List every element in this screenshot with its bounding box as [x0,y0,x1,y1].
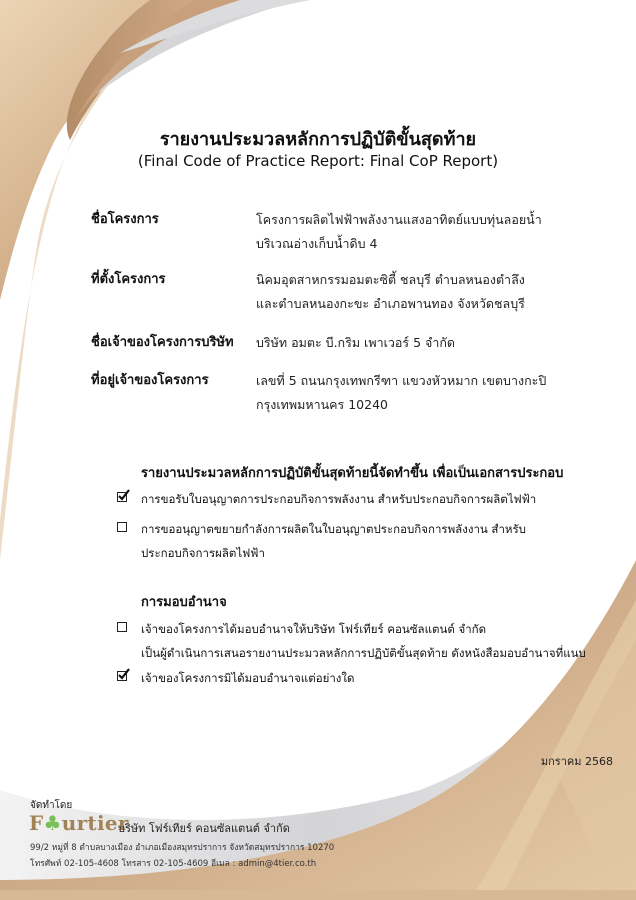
info-value [256,369,576,417]
company-name: บริษัท โฟร์เทียร์ คอนซัลแตนต์ จำกัด [118,822,290,835]
company-contact: โทรศัพท์ 02-105-4608 โทรสาร 02-105-4609 อีเมล : admin@4tier.co.th [30,859,317,869]
info-label: ชื่อเจ้าของโครงการบริษัท [91,335,234,350]
info-value-line: และตำบลหนองกะขะ อำเภอพานทอง จังหวัดชลบุรี [256,296,525,311]
option-label [141,517,591,565]
option-line: เจ้าของโครงการได้มอบอำนาจให้บริษัท โฟร์เทียร์ คอนซัลแตนต์ จำกัด [141,622,487,636]
option-line: ประกอบกิจการผลิตไฟฟ้า [141,546,265,560]
checkbox-checked[interactable] [117,671,127,681]
report-date: มกราคม 2568 [540,755,613,768]
report-title-english: (Final Code of Practice Report: Final CoP Report) [137,152,499,170]
checkbox-unchecked[interactable] [117,622,127,632]
checkmark-icon [117,489,131,503]
info-value-line: กรุงเทพมหานคร 10240 [256,397,388,412]
checkbox-checked[interactable] [117,492,127,502]
info-value [256,268,576,316]
option-line: เป็นผู้ดำเนินการเสนอรายงานประมวลหลักการปฏิบัติขั้นสุดท้าย ดังหนังสือมอบอำนาจที่แนบ [141,646,586,660]
option-line: การขอรับใบอนุญาตการประกอบกิจการพลังงาน สำหรับประกอบกิจการผลิตไฟฟ้า [141,492,537,506]
option-line: เจ้าของโครงการมิได้มอบอำนาจแต่อย่างใด [141,671,355,685]
info-value-line: โครงการผลิตไฟฟ้าพลังงานแสงอาทิตย์แบบทุ่นลอยน้ำ [256,212,542,227]
clover-icon: ♣ [43,811,62,835]
info-label: ชื่อโครงการ [91,212,159,227]
prepared-by-label: จัดทำโดย [30,800,73,811]
authorization-heading: การมอบอำนาจ [141,595,227,610]
info-value-line: นิคมอุตสาหกรรมอมตะซิตี้ ชลบุรี ตำบลหนองตำลึง [256,272,525,287]
checkbox-unchecked[interactable] [117,522,127,532]
logo-text: urtier [61,811,129,835]
purpose-heading: รายงานประมวลหลักการปฏิบัติขั้นสุดท้ายนี้จัดทำขึ้น เพื่อเป็นเอกสารประกอบ [141,466,564,481]
option-label [141,666,591,690]
option-line: การขออนุญาตขยายกำลังการผลิตในใบอนุญาตประกอบกิจการพลังงาน สำหรับ [141,522,526,536]
info-value [256,331,576,355]
report-title-thai: รายงานประมวลหลักการปฏิบัติขั้นสุดท้าย [159,129,477,150]
info-value-line: บริษัท อมตะ บี.กริม เพาเวอร์ 5 จำกัด [256,335,456,350]
info-value [256,208,576,256]
company-address: 99/2 หมู่ที่ 8 ตำบลบางเมือง อำเภอเมืองสมุทรปราการ จังหวัดสมุทรปราการ 10270 [30,843,335,853]
info-label: ที่อยู่เจ้าของโครงการ [91,373,209,388]
info-value-line: เลขที่ 5 ถนนกรุงเทพกรีฑา แขวงหัวหมาก เขตบางกะปิ [256,373,547,388]
info-value-line: บริเวณอ่างเก็บน้ำดิบ 4 [256,236,378,251]
option-label [141,617,601,665]
logo-text: F [29,811,44,835]
fourtier-logo [29,811,129,835]
checkmark-icon [117,668,131,682]
option-label [141,487,591,511]
info-label: ที่ตั้งโครงการ [91,272,166,287]
